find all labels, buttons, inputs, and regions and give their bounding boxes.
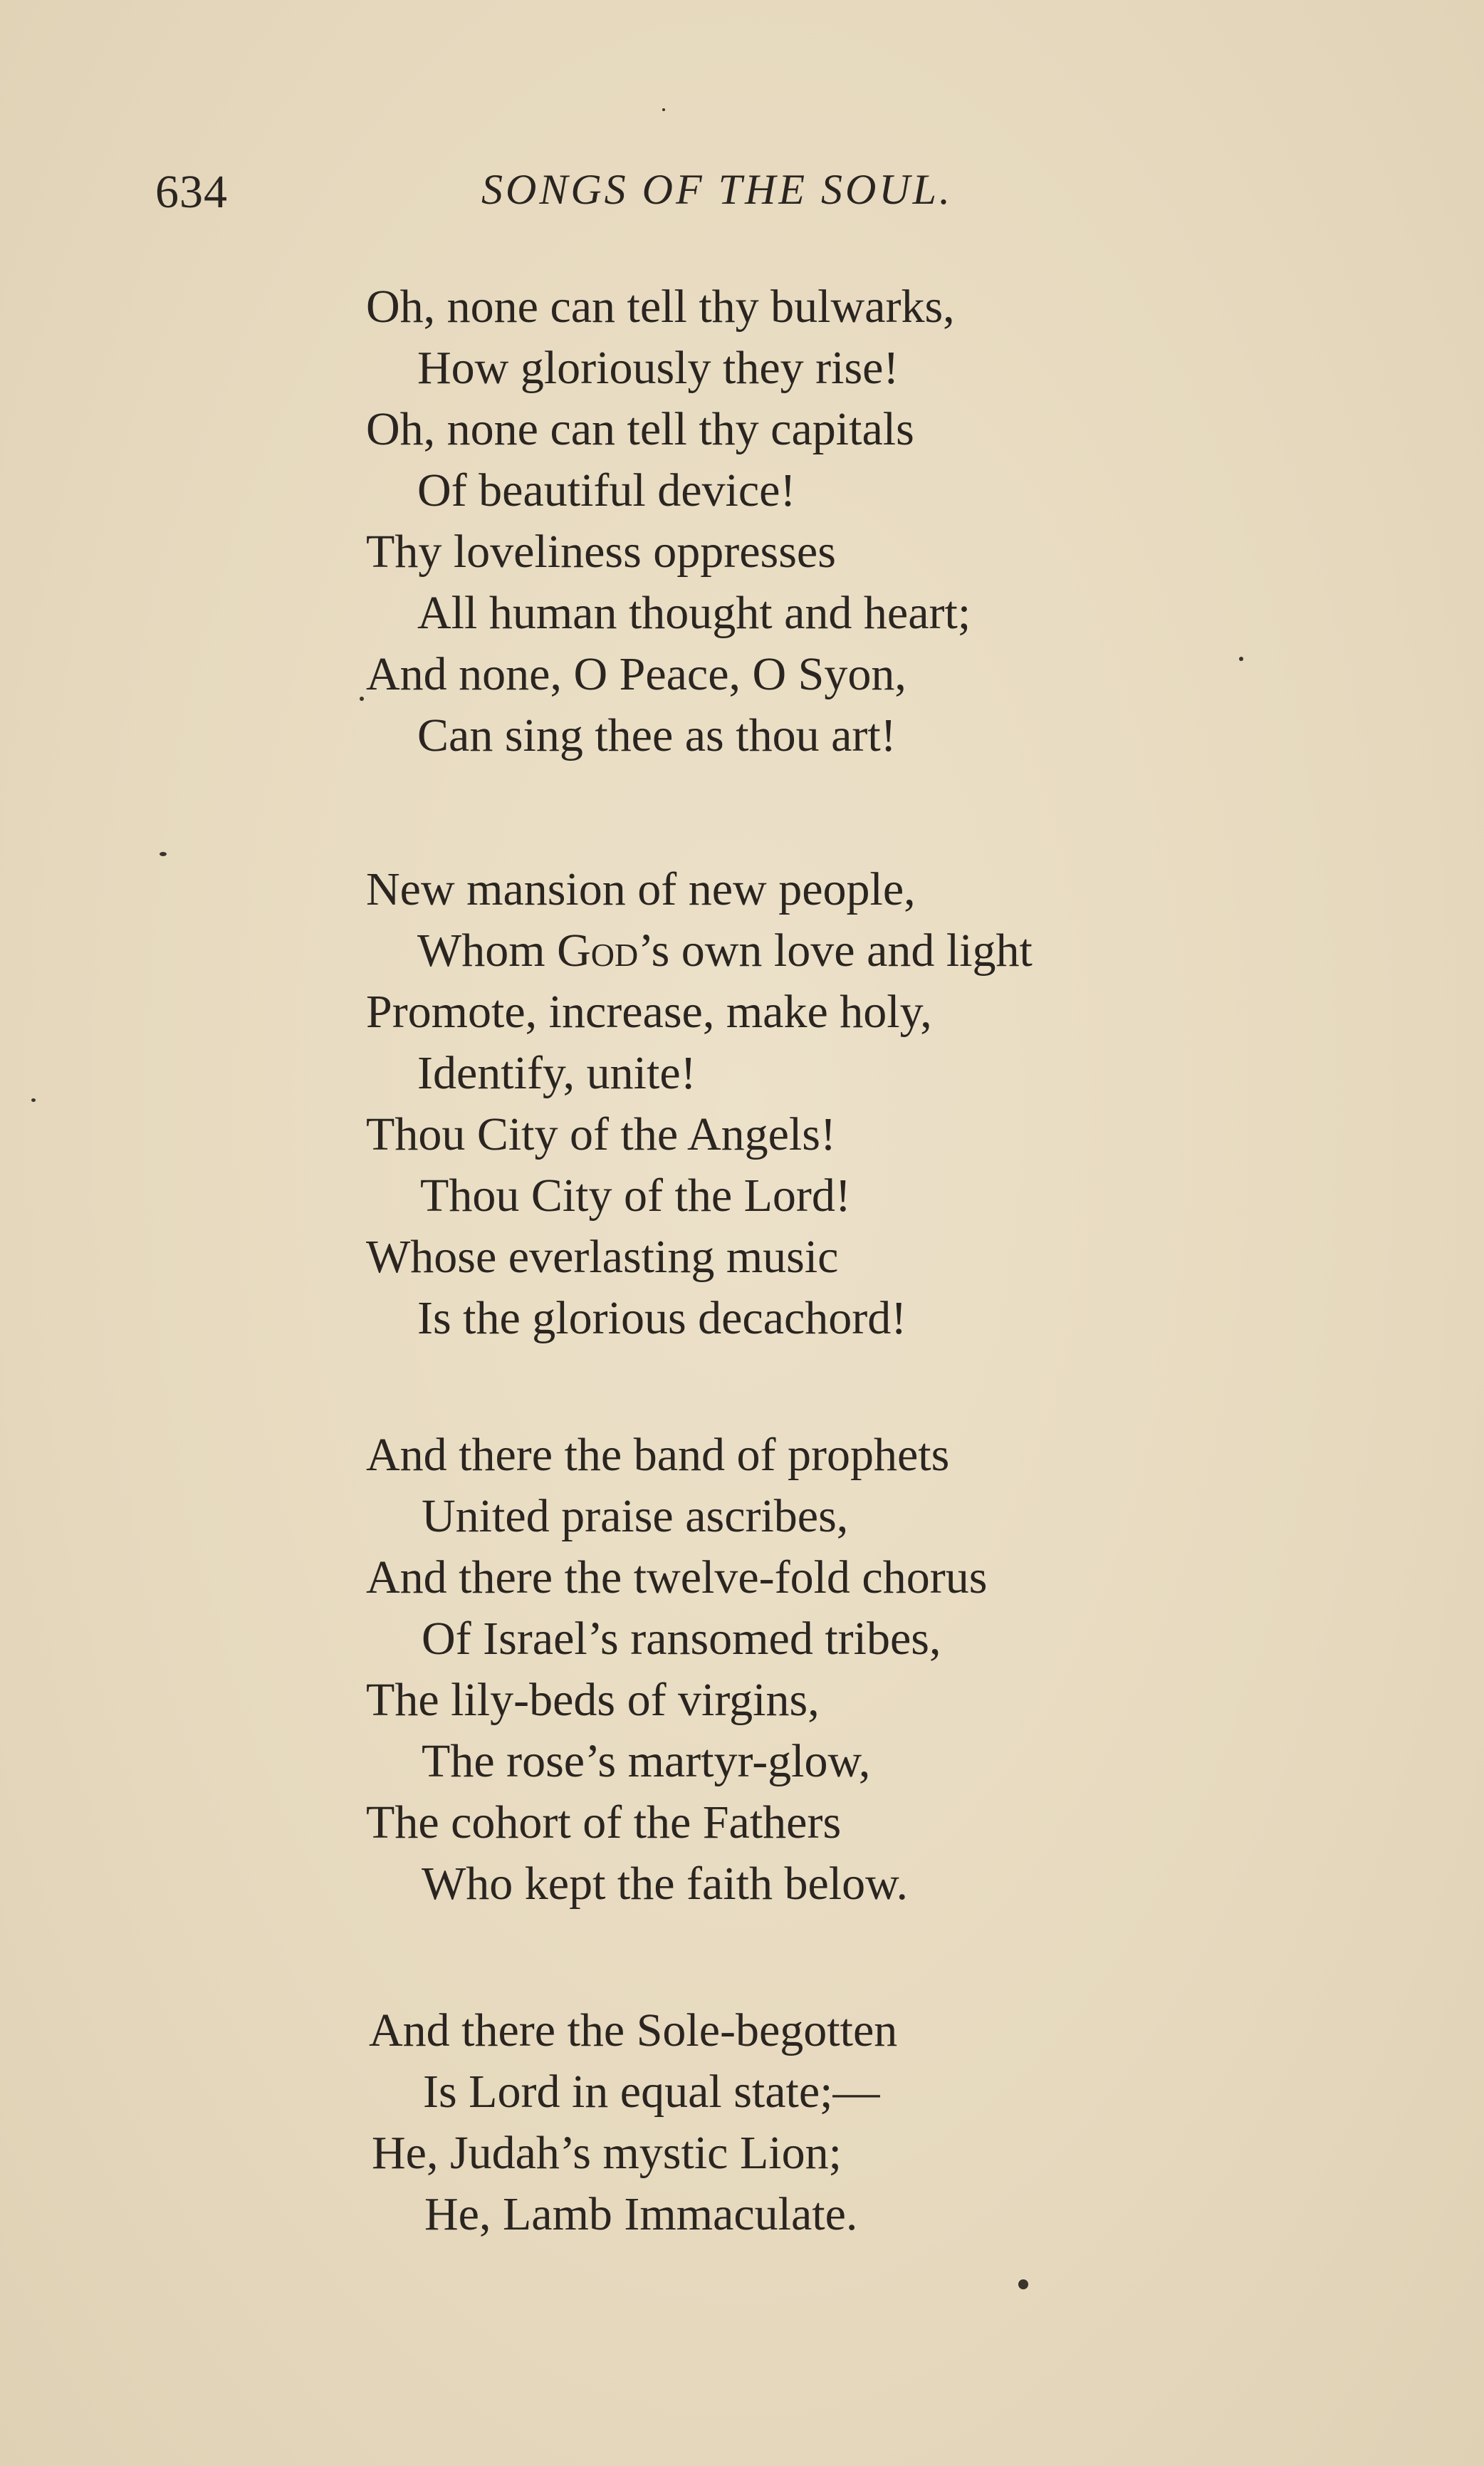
line-text-end: ’s own love and light bbox=[638, 925, 1033, 977]
poem-line: New mansion of new people, bbox=[366, 863, 916, 915]
poem-line: Is the glorious decachord! bbox=[417, 1292, 907, 1344]
poem-line: Oh, none can tell thy capitals bbox=[366, 403, 914, 455]
poem-line: Whose everlasting music bbox=[366, 1231, 839, 1283]
poem-line: Thou City of the Angels! bbox=[366, 1108, 836, 1160]
poem-line: Identify, unite! bbox=[417, 1047, 696, 1099]
line-text-start: Whom bbox=[417, 925, 558, 977]
poem-line: The rose’s martyr-glow, bbox=[422, 1735, 871, 1787]
poem-line: United praise ascribes, bbox=[422, 1490, 849, 1542]
poem-line: He, Judah’s mystic Lion; bbox=[372, 2127, 842, 2179]
poem-line: All human thought and heart; bbox=[417, 587, 971, 639]
divine-name: God bbox=[557, 925, 639, 977]
ink-speck bbox=[160, 852, 167, 856]
ink-speck bbox=[360, 697, 364, 701]
poem-line: Is Lord in equal state;— bbox=[423, 2066, 880, 2118]
running-head: SONGS OF THE SOUL. bbox=[481, 166, 953, 213]
poem-line: And none, O Peace, O Syon, bbox=[366, 648, 906, 700]
poem-line bbox=[417, 925, 1033, 977]
poem-line: The lily-beds of virgins, bbox=[366, 1674, 820, 1726]
poem-line: Thy loveliness oppresses bbox=[366, 526, 836, 578]
ink-speck bbox=[1239, 657, 1243, 661]
poem-line: Thou City of the Lord! bbox=[420, 1170, 851, 1222]
poem-line: Of beautiful device! bbox=[417, 464, 796, 516]
poem-line: Of Israel’s ransomed tribes, bbox=[422, 1613, 941, 1665]
ink-speck bbox=[31, 1098, 36, 1102]
ink-speck bbox=[1018, 2279, 1028, 2289]
poem-line: And there the twelve-fold chorus bbox=[366, 1551, 988, 1603]
poem-line: How gloriously they rise! bbox=[417, 342, 899, 394]
poem-line: Oh, none can tell thy bulwarks, bbox=[366, 281, 955, 333]
poem-line: Who kept the faith below. bbox=[422, 1858, 909, 1910]
poem-line: And there the Sole-begotten bbox=[369, 2004, 898, 2056]
ink-speck bbox=[662, 108, 665, 111]
poem-line: He, Lamb Immaculate. bbox=[424, 2188, 858, 2240]
page-number: 634 bbox=[155, 166, 228, 218]
poem-line: The cohort of the Fathers bbox=[366, 1796, 842, 1848]
poem-line: Can sing thee as thou art! bbox=[417, 709, 897, 761]
poem-line: Promote, increase, make holy, bbox=[366, 986, 932, 1038]
poem-line: And there the band of prophets bbox=[366, 1429, 950, 1481]
